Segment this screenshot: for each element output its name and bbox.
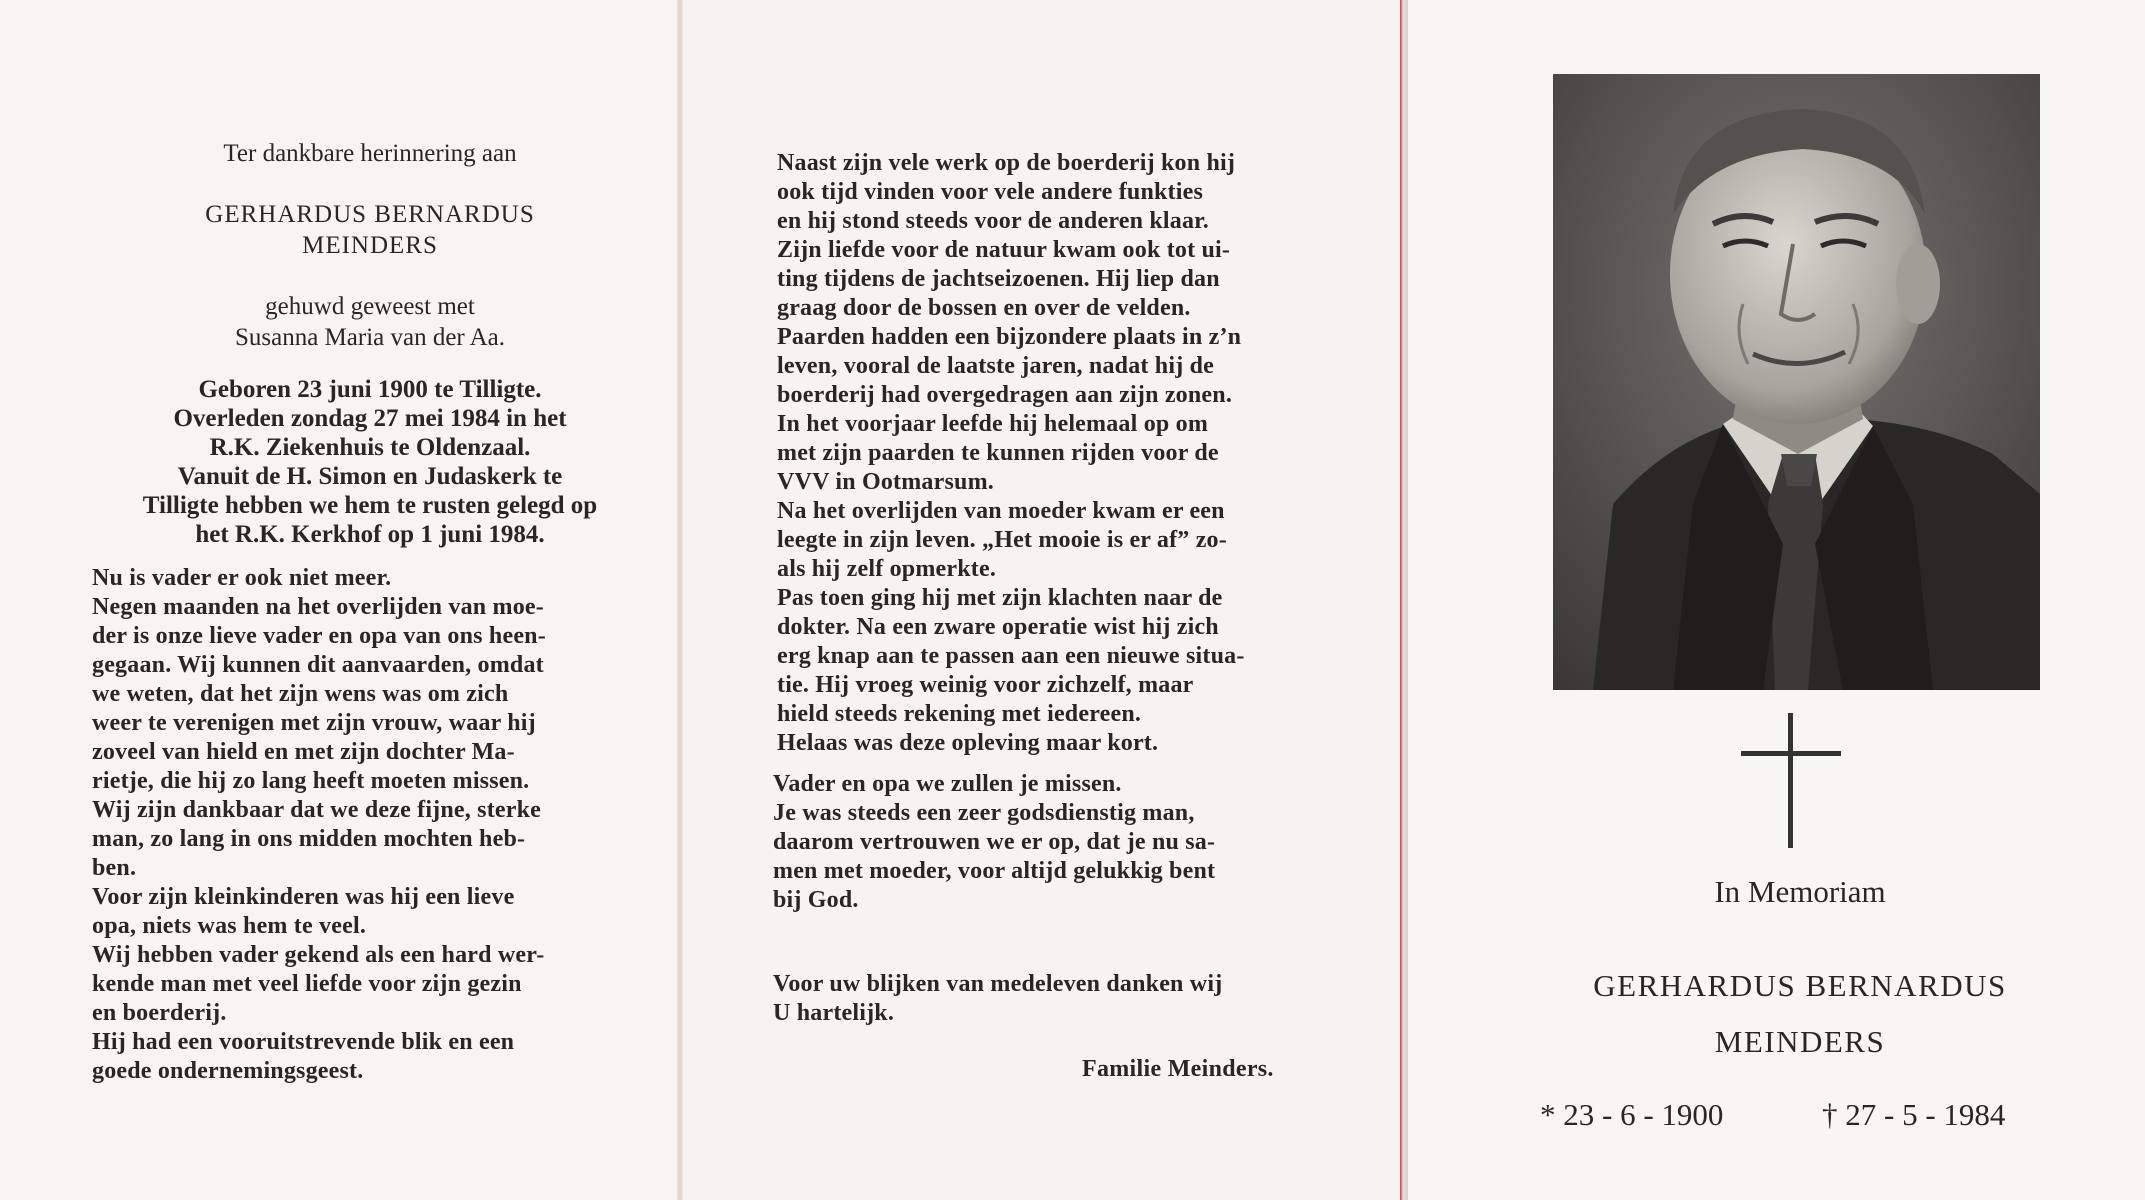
dedication-intro: Ter dankbare herinnering aan	[223, 140, 517, 167]
text-line: Voor zijn kleinkinderen was hij een lieve	[92, 884, 515, 910]
text-line: zoveel van hield en met zijn dochter Ma-	[92, 739, 515, 765]
text-line: Paarden hadden een bijzondere plaats in z’n	[777, 324, 1242, 350]
death-date: † 27 - 5 - 1984	[1822, 1097, 2006, 1132]
text-line: leegte in zijn leven. „Het mooie is er af” zo-	[777, 527, 1227, 553]
text-line: goede ondernemingsgeest.	[92, 1058, 364, 1084]
text-line: ting tijdens de jachtseizoenen. Hij liep dan	[777, 266, 1220, 292]
married-label: gehuwd geweest met	[265, 293, 475, 320]
fact-line: Tilligte hebben we hem te rusten gelegd op	[142, 492, 598, 519]
text-line: graag door de bossen en over de velden.	[777, 295, 1191, 321]
text-line: daarom vertrouwen we er op, dat je nu sa-	[773, 829, 1216, 855]
text-line: boerderij had overgedragen aan zijn zonen.	[777, 382, 1233, 408]
farewell-text	[773, 770, 1323, 915]
text-line: tie. Hij vroeg weinig voor zichzelf, maar	[777, 672, 1194, 698]
text-line: ben.	[92, 855, 137, 881]
text-line: Voor uw blijken van medeleven danken wij	[773, 971, 1223, 997]
text-line: en hij stond steeds voor de anderen klaar.	[777, 208, 1210, 234]
text-line: dokter. Na een zware operatie wist hij zich	[777, 614, 1219, 640]
spouse-name: Susanna Maria van der Aa.	[234, 324, 506, 351]
text-line: ook tijd vinden voor vele andere funkties	[777, 179, 1204, 205]
fact-line: R.K. Ziekenhuis te Oldenzaal.	[209, 434, 531, 461]
text-line: als hij zelf opmerkte.	[777, 556, 997, 582]
text-line: der is onze lieve vader en opa van ons heen-	[92, 623, 546, 649]
tribute-text-middle	[777, 149, 1322, 758]
text-line: gegaan. Wij kunnen dit aanvaarden, omdat	[92, 652, 544, 678]
text-line: we weten, dat het zijn wens was om zich	[92, 681, 509, 707]
text-line: Je was steeds een zeer godsdienstig man,	[773, 800, 1195, 826]
text-line: leven, vooral de laatste jaren, nadat hij de	[777, 353, 1214, 379]
birth-date: * 23 - 6 - 1900	[1540, 1097, 1724, 1132]
deceased-name-line2: MEINDERS	[302, 232, 438, 259]
fact-line: Overleden zondag 27 mei 1984 in het	[173, 405, 567, 432]
deceased-name-line1: GERHARDUS BERNARDUS	[1593, 968, 2007, 1003]
text-line: bij God.	[773, 887, 859, 913]
text-line: Negen maanden na het overlijden van moe-	[92, 594, 544, 620]
text-line: erg knap aan te passen aan een nieuwe situa-	[777, 643, 1245, 669]
text-line: rietje, die hij zo lang heeft moeten missen.	[92, 768, 530, 794]
text-line: Wij hebben vader gekend als een hard wer-	[92, 942, 545, 968]
text-line: Pas toen ging hij met zijn klachten naar de	[777, 585, 1223, 611]
card-fold	[1400, 0, 1408, 1200]
text-line: met zijn paarden te kunnen rijden voor de	[777, 440, 1219, 466]
in-memoriam-heading: In Memoriam	[1714, 874, 1886, 909]
text-line: Hij had een vooruitstrevende blik en een	[92, 1029, 515, 1055]
text-line: Na het overlijden van moeder kwam er een	[777, 498, 1225, 524]
text-line: Wij zijn dankbaar dat we deze fijne, sterke	[92, 797, 542, 823]
text-line: VVV in Ootmarsum.	[777, 469, 994, 495]
deceased-name-block	[1550, 958, 2050, 1070]
text-line: kende man met veel liefde voor zijn gezin	[92, 971, 522, 997]
fact-line: Geboren 23 juni 1900 te Tilligte.	[198, 376, 542, 403]
life-facts	[90, 375, 650, 549]
thanks-text	[773, 970, 1323, 1028]
deceased-name-line1: GERHARDUS BERNARDUS	[205, 201, 535, 228]
cross-icon	[1741, 713, 1841, 848]
family-signature: Familie Meinders.	[1082, 1056, 1274, 1082]
card-fold	[677, 0, 683, 1200]
text-line: U hartelijk.	[773, 1000, 895, 1026]
text-line: en boerderij.	[92, 1000, 227, 1026]
text-line: man, zo lang in ons midden mochten heb-	[92, 826, 526, 852]
tribute-text-left	[92, 564, 637, 1086]
text-line: opa, niets was hem te veel.	[92, 913, 367, 939]
text-line: Nu is vader er ook niet meer.	[92, 565, 392, 591]
dedication-block	[90, 138, 650, 549]
text-line: weer te verenigen met zijn vrouw, waar hij	[92, 710, 536, 736]
deceased-name-line2: MEINDERS	[1714, 1024, 1886, 1059]
text-line: Zijn liefde voor de natuur kwam ook tot ui-	[777, 237, 1231, 263]
portrait-photo	[1553, 74, 2040, 690]
fact-line: Vanuit de H. Simon en Judaskerk te	[177, 463, 563, 490]
text-line: Naast zijn vele werk op de boerderij kon hij	[777, 150, 1236, 176]
text-line: Helaas was deze opleving maar kort.	[777, 730, 1159, 756]
fact-line: het R.K. Kerkhof op 1 juni 1984.	[195, 521, 545, 548]
text-line: hield steeds rekening met iedereen.	[777, 701, 1142, 727]
text-line: men met moeder, voor altijd gelukkig bent	[773, 858, 1216, 884]
text-line: In het voorjaar leefde hij helemaal op om	[777, 411, 1209, 437]
text-line: Vader en opa we zullen je missen.	[773, 771, 1122, 797]
